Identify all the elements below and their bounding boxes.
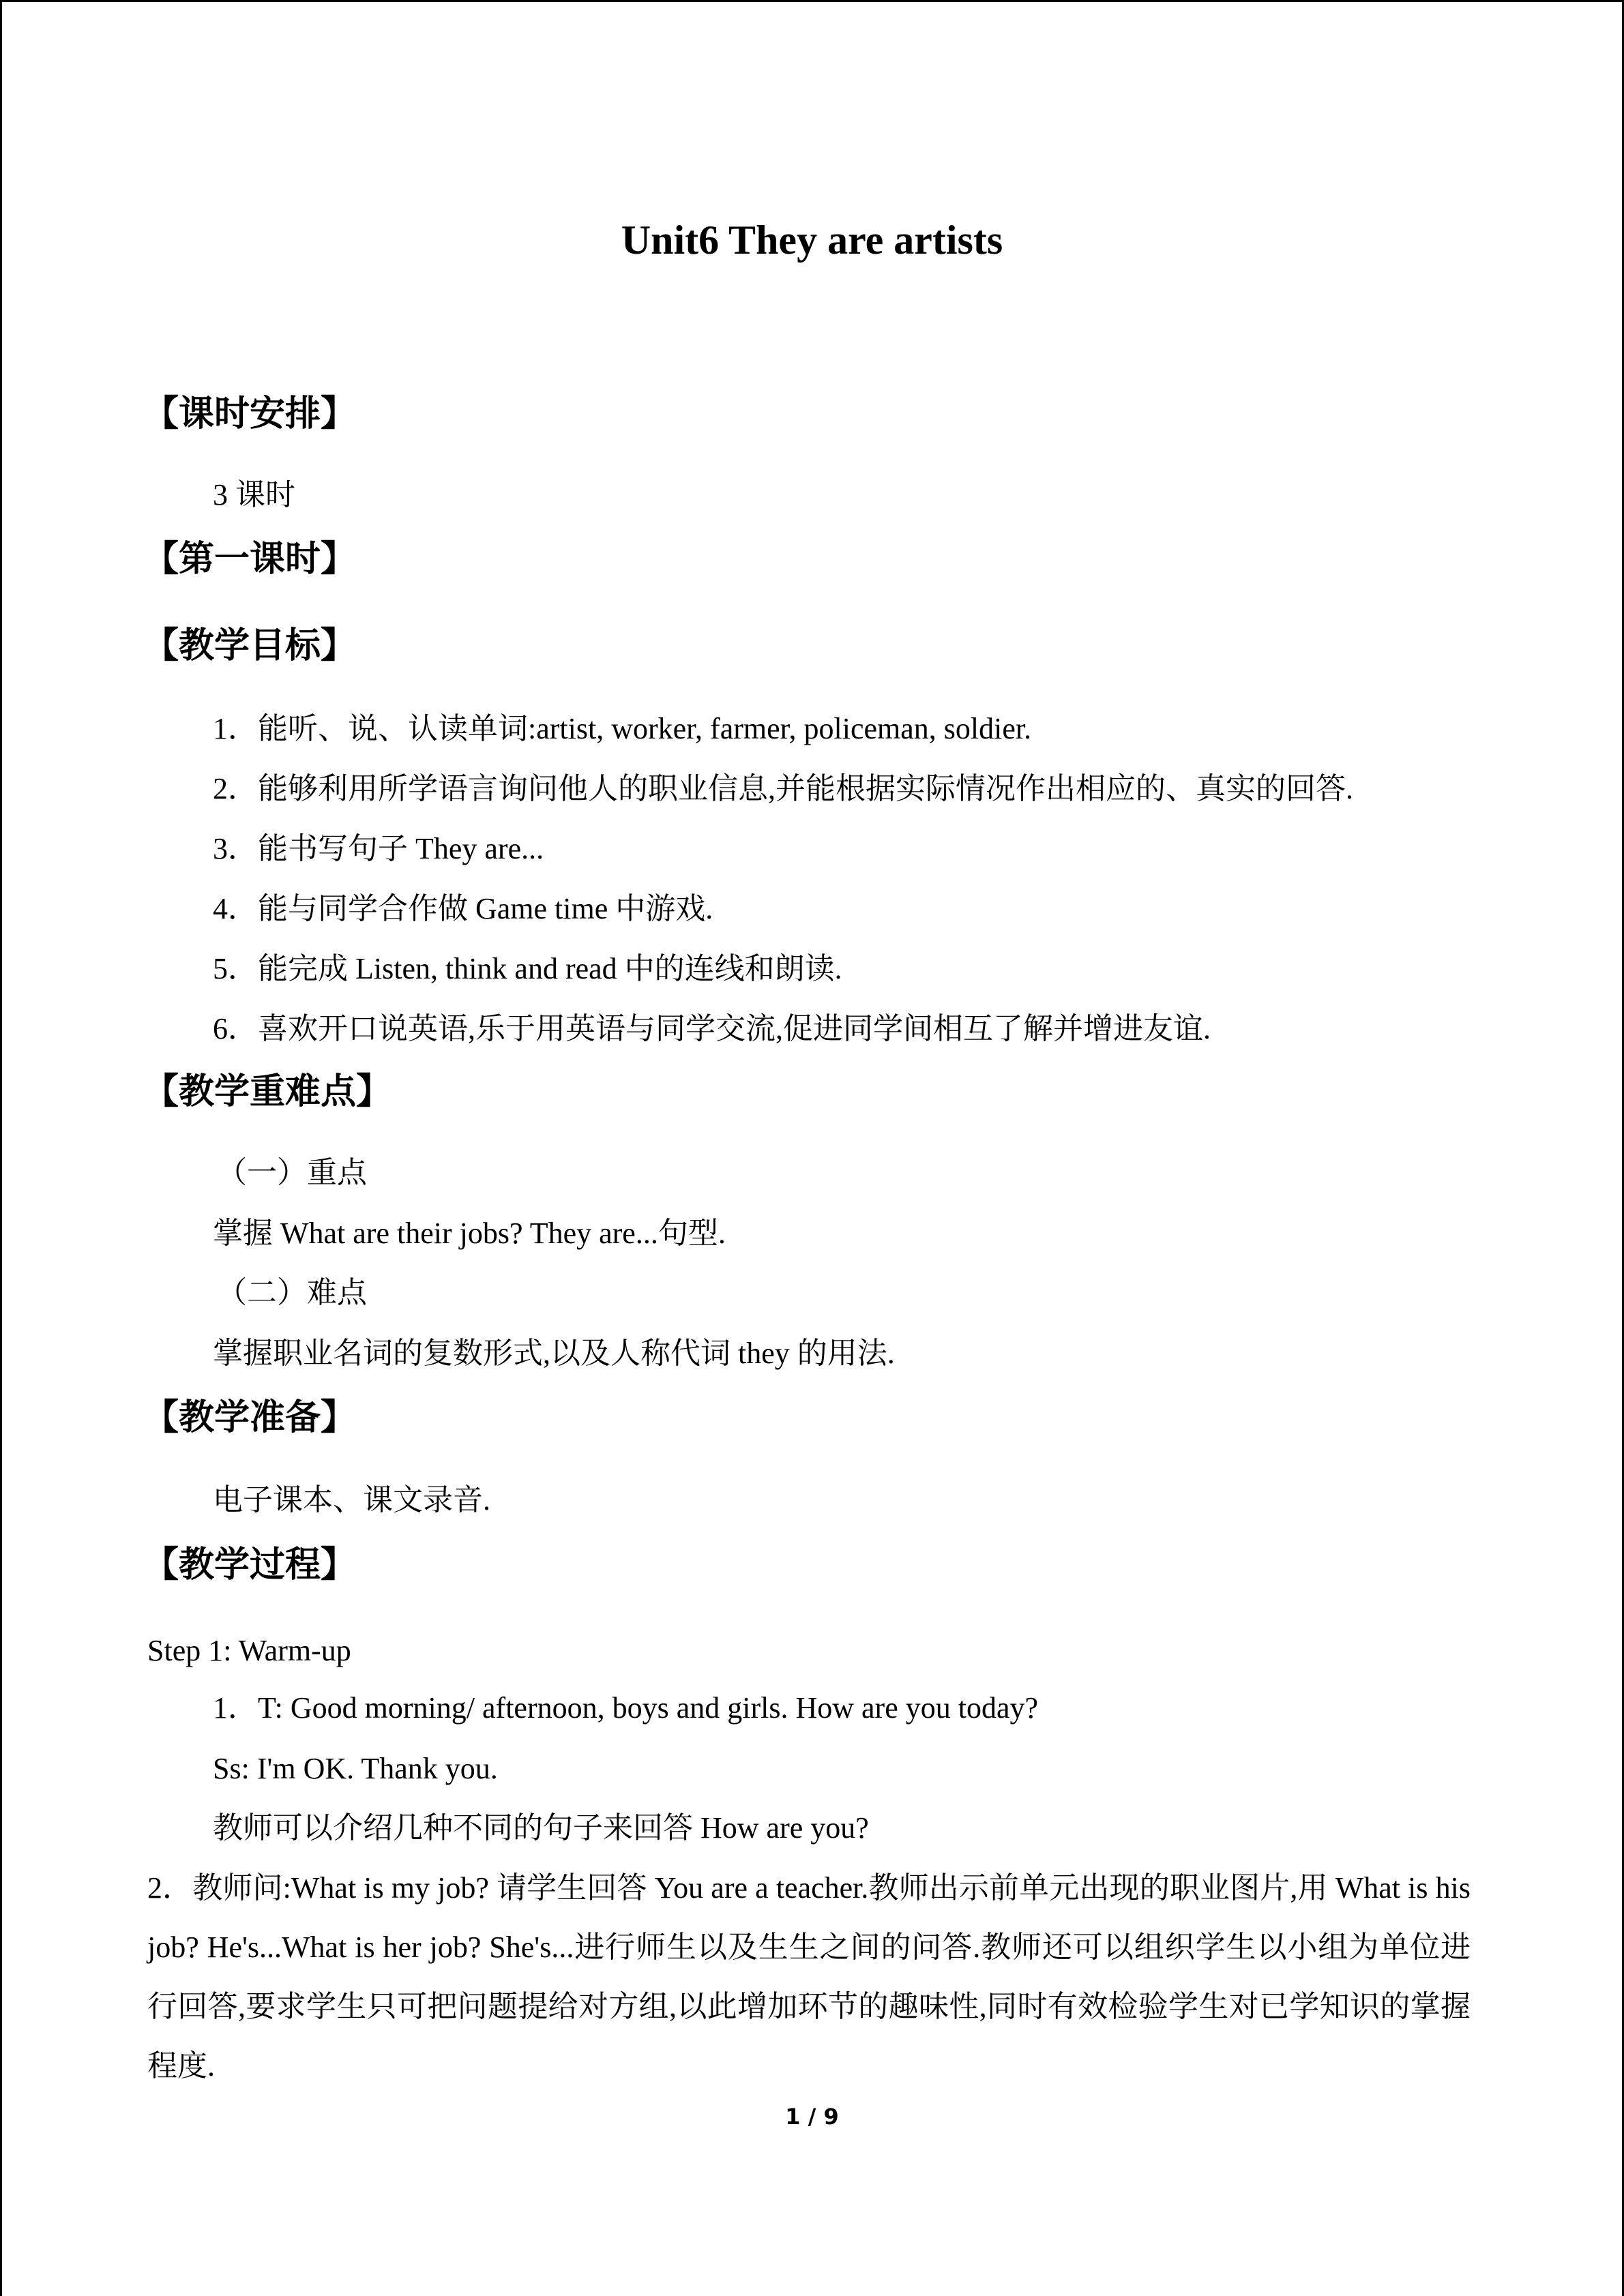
- difficulty-label: （二）难点: [217, 1276, 367, 1309]
- schedule-text: 3 课时: [213, 478, 295, 511]
- preparation-text: 电子课本、课文录音.: [213, 1483, 490, 1517]
- heading-process: 【教学过程】: [143, 1546, 357, 1585]
- page-number: 1 / 9: [785, 2104, 839, 2130]
- page-border-top: [0, 0, 1624, 2]
- heading-preparation: 【教学准备】: [143, 1399, 357, 1437]
- objective-item-5: 5．能完成 Listen, think and read 中的连线和朗读.: [213, 952, 842, 985]
- objective-item-3: 3．能书写句子 They are...: [213, 832, 544, 865]
- objective-item-4: 4．能与同学合作做 Game time 中游戏.: [213, 892, 713, 925]
- heading-objectives: 【教学目标】: [143, 627, 357, 666]
- difficulty-text: 掌握职业名词的复数形式,以及人称代词 they 的用法.: [213, 1337, 895, 1370]
- heading-schedule: 【课时安排】: [143, 395, 357, 434]
- process-paragraph: 2．教师问:What is my job? 请学生回答 You are a teacher.教师出示前单元出现的职业图片,用 What is his job? He's...What is her job? She's...进行师生以及生生之间的问答.教师还可以组织学生以小组为单位进行回答,要求学生只可把问题提给对方组,以此增加环节的趣味性,同时有效检验学生对已学知识的掌握程度.: [147, 1871, 1471, 2083]
- document-title: Unit6 They are artists: [621, 218, 1003, 263]
- process-line-3: 教师可以介绍几种不同的句子来回答 How are you?: [213, 1811, 869, 1845]
- objective-item-2: 2．能够利用所学语言询问他人的职业信息,并能根据实际情况作出相应的、真实的回答.: [213, 772, 1353, 805]
- heading-lesson1: 【第一课时】: [143, 540, 357, 579]
- key-point-text: 掌握 What are their jobs? They are...句型.: [213, 1217, 726, 1250]
- step1-heading: Step 1: Warm-up: [147, 1634, 351, 1667]
- key-point-label: （一）重点: [217, 1156, 367, 1189]
- objective-item-1: 1．能听、说、认读单词:artist, worker, farmer, policeman, soldier.: [213, 712, 1032, 745]
- process-line-2: Ss: I'm OK. Thank you.: [213, 1752, 498, 1785]
- page-border-left: [0, 0, 2, 2296]
- heading-key-points: 【教学重难点】: [143, 1073, 392, 1112]
- objective-item-6: 6．喜欢开口说英语,乐于用英语与同学交流,促进同学间相互了解并增进友谊.: [213, 1012, 1211, 1045]
- process-line-1: 1．T: Good morning/ afternoon, boys and girls. How are you today?: [213, 1691, 1039, 1725]
